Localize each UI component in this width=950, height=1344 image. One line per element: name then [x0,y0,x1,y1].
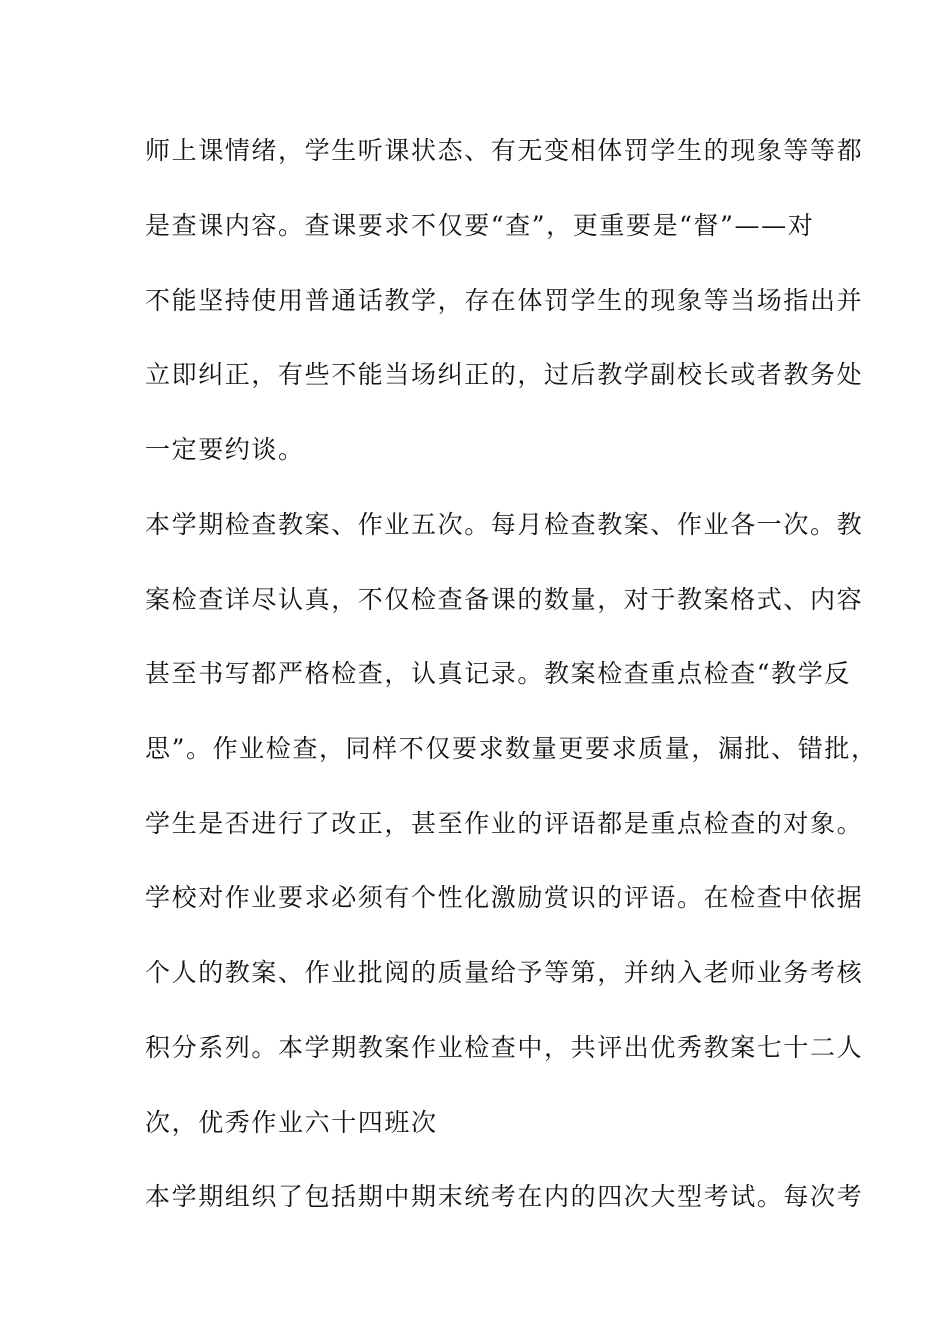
text-line: 学生是否进行了改正，甚至作业的评语都是重点检查的对象。 [145,809,864,838]
text-line: 本学期检查教案、作业五次。每月检查教案、作业各一次。教 [145,510,864,539]
text-line: 积分系列。本学期教案作业检查中，共评出优秀教案七十二人 [145,1033,864,1062]
text-line: 个人的教案、作业批阅的质量给予等第，并纳入老师业务考核 [145,958,864,987]
text-line: 是查课内容。查课要求不仅要“查”，更重要是“督”——对 [145,211,815,240]
text-line: 师上课情绪，学生听课状态、有无变相体罚学生的现象等等都 [145,136,864,165]
text-line: 不能坚持使用普通话教学，存在体罚学生的现象等当场指出并 [145,286,864,315]
text-line: 学校对作业要求必须有个性化激励赏识的评语。在检查中依据 [145,883,864,912]
text-line: 思”。作业检查，同样不仅要求数量更要求质量，漏批、错批， [145,734,878,763]
text-line: 案检查详尽认真，不仅检查备课的数量，对于教案格式、内容 [145,585,864,614]
text-line: 次，优秀作业六十四班次 [145,1108,438,1137]
text-line: 一定要约谈。 [145,435,305,464]
text-line: 本学期组织了包括期中期末统考在内的四次大型考试。每次考 [145,1182,864,1211]
text-line: 立即纠正，有些不能当场纠正的，过后教学副校长或者教务处 [145,360,864,389]
text-line: 甚至书写都严格检查，认真记录。教案检查重点检查“教学反 [145,659,851,688]
